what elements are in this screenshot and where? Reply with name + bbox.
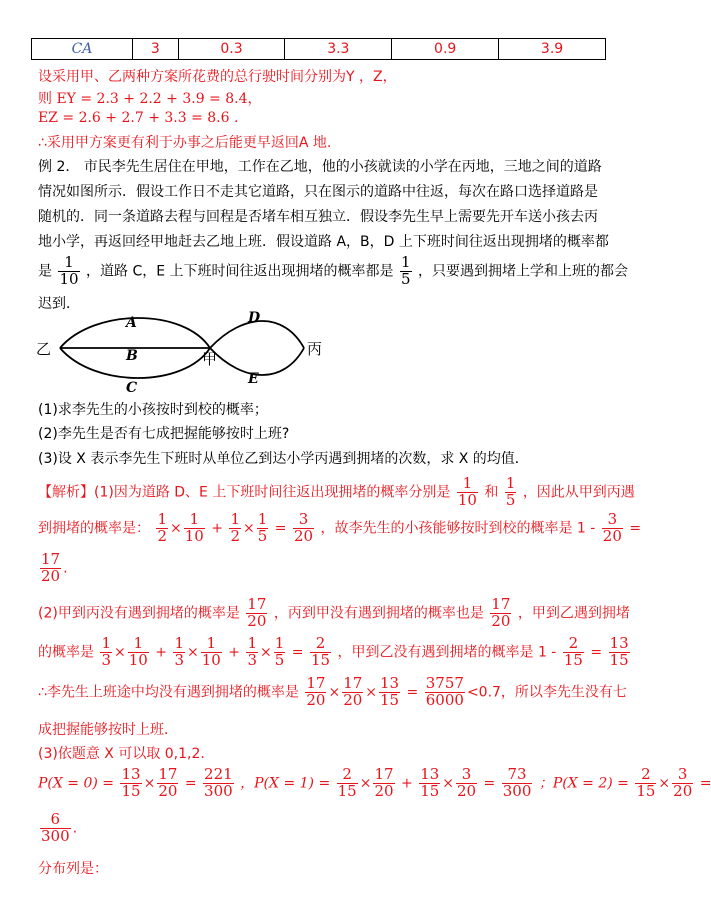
- node-yi-label: 乙: [36, 340, 52, 358]
- numerator: 17: [343, 674, 363, 692]
- fraction: [563, 636, 584, 669]
- answer-line: 成把握能够按时上班．: [38, 722, 178, 738]
- answer-text: ，故李先生的小孩能够按时到校的概率是 1 -: [320, 520, 596, 537]
- answer-text: .: [72, 820, 78, 837]
- table-cell: 3.3: [285, 39, 392, 60]
- answer-text: ，甲到乙遇到拥堵: [517, 605, 630, 622]
- fraction: [337, 767, 358, 800]
- numerator: 6: [40, 812, 71, 829]
- table-cell: 3: [133, 39, 179, 60]
- problem-text: 随机的．同一条道路去程与回程是否堵车相互独立．假设李先生早上需要先开车送小孩去丙: [38, 209, 598, 225]
- denominator: 5: [274, 650, 285, 669]
- answer-text: ；P(X = 2) =: [538, 775, 629, 792]
- answer-text: P(X = 0) =: [38, 775, 115, 792]
- numerator: 17: [247, 595, 267, 613]
- answer-line: 的概率是 $\frac{1}{3}$ × $\frac{1}{10}$ + $\frac{1}{3}$ × $\frac{1}{10}$ + $\frac{1}{3}$ × $\frac{1}{5}$ = $\frac{2}{15}$ ，甲到乙没有遇到拥堵的概率是 1 - $\frac{2}{15}$ = $\frac{13}{15}$: [38, 634, 629, 669]
- fraction: [40, 812, 71, 845]
- answer-line: [38, 552, 68, 585]
- numerator: 17: [374, 765, 394, 783]
- denominator: 15: [636, 781, 656, 800]
- fraction: [128, 636, 149, 669]
- numerator: 1: [201, 636, 222, 653]
- denominator: 20: [457, 781, 477, 800]
- numerator: 1: [101, 634, 111, 652]
- numerator: 1: [174, 634, 185, 652]
- denominator: 20: [247, 611, 267, 630]
- fraction: [246, 597, 267, 630]
- denominator: 2: [157, 526, 167, 545]
- numerator: 1: [184, 512, 205, 529]
- fraction: [100, 636, 112, 669]
- numerator: 1: [505, 474, 516, 492]
- table-cell: 3.9: [499, 39, 606, 60]
- answer-line: ∴李先生上班途中均没有遇到拥堵的概率是 $\frac{17}{20}$ × $\frac{17}{20}$ × $\frac{13}{15}$ = $\frac{3757}{6000}$ <0.7，所以李先生没有七: [38, 674, 627, 709]
- denominator: 15: [310, 650, 331, 669]
- answer-text: 和: [484, 484, 499, 501]
- numerator: 1: [157, 510, 167, 528]
- denominator: 20: [343, 690, 363, 709]
- fraction: [156, 512, 168, 545]
- numerator: 13: [121, 765, 141, 783]
- denominator: 10: [457, 490, 477, 509]
- denominator: 20: [293, 526, 314, 545]
- answer-text: <0.7，所以李先生没有七: [466, 684, 627, 701]
- denominator: 2: [230, 526, 241, 545]
- fraction: [672, 767, 693, 800]
- answer-text: ，丙到甲没有遇到拥堵的概率也是: [273, 605, 484, 622]
- denominator: 15: [420, 781, 440, 800]
- road-b-label: B: [126, 348, 138, 364]
- fraction: [400, 255, 412, 288]
- answer-line: 到拥堵的概率是： $\frac{1}{2}$ × $\frac{1}{10}$ + $\frac{1}{2}$ × $\frac{1}{5}$ = $\frac{3}{20}$ ，故李先生的小孩能够按时到校的概率是 1 - $\frac{3}{20}$ =: [38, 510, 642, 545]
- numerator: 17: [41, 550, 61, 568]
- table-cell: 0.3: [178, 39, 285, 60]
- problem-text: 迟到．: [38, 296, 80, 312]
- denominator: 20: [491, 611, 511, 630]
- denominator: 3: [101, 650, 111, 669]
- numerator: 1: [247, 634, 258, 652]
- answer-text: ，因此从甲到丙遇: [522, 484, 635, 501]
- road-d-label: D: [248, 310, 261, 326]
- denominator: 15: [337, 781, 357, 800]
- road-diagram: [34, 308, 334, 396]
- solution-line: ∴采用甲方案更有利于办事之后能更早返回A 地.: [38, 135, 332, 151]
- numerator: 73: [502, 767, 533, 784]
- fraction: [342, 676, 363, 709]
- road-a-label: A: [126, 315, 137, 331]
- numerator: 2: [337, 767, 358, 784]
- numerator: 17: [158, 765, 178, 783]
- denominator: 6000: [425, 690, 464, 709]
- fraction: [203, 767, 234, 800]
- answer-line: P(X = 0) = $\frac{13}{15}$ × $\frac{17}{20}$ = $\frac{221}{300}$ ，P(X = 1) = $\frac{2}{15}$ × $\frac{17}{20}$ + $\frac{13}{15}$ × $\frac{3}{20}$ = $\frac{73}{300}$ ；P(X = 2) = $\frac{2}{15}$ × $\frac{3}{20}$ =: [38, 765, 711, 800]
- fraction: [373, 767, 394, 800]
- fraction: [490, 597, 511, 630]
- distribution-table: [31, 38, 606, 60]
- answer-text: ，P(X = 1) =: [240, 775, 331, 792]
- fraction: [505, 476, 517, 509]
- answer-line: [38, 812, 77, 845]
- denominator: 300: [41, 826, 70, 845]
- numerator: 1: [400, 253, 411, 271]
- numerator: 1: [457, 476, 478, 493]
- fraction: [425, 676, 465, 709]
- answer-line: 分布列是：: [38, 861, 108, 877]
- denominator: 20: [41, 566, 61, 585]
- denominator: 5: [400, 269, 411, 288]
- fraction: [419, 767, 440, 800]
- denominator: 3: [247, 650, 258, 669]
- denominator: 15: [121, 781, 141, 800]
- fraction: [257, 512, 269, 545]
- fraction: [201, 636, 222, 669]
- fraction: [379, 676, 400, 709]
- numerator: 2: [635, 767, 656, 784]
- numerator: 221: [204, 765, 233, 783]
- fraction: [635, 767, 656, 800]
- question: (2)李先生是否有七成把握能够按时上班?: [38, 426, 290, 442]
- numerator: 2: [563, 636, 584, 653]
- fraction: [457, 476, 478, 509]
- denominator: 15: [380, 690, 400, 709]
- problem-text: [38, 255, 628, 288]
- answer-text: 到拥堵的概率是：: [38, 520, 150, 537]
- table-cell: 0.9: [392, 39, 499, 60]
- question: (1)求李先生的小孩按时到校的概率；: [38, 402, 268, 418]
- denominator: 20: [374, 781, 394, 800]
- denominator: 300: [204, 781, 233, 800]
- numerator: 1: [128, 636, 149, 653]
- numerator: 3757: [425, 674, 464, 692]
- fraction: [184, 512, 205, 545]
- question: (3)设 X 表示李先生下班时从单位乙到达小学丙遇到拥堵的次数，求 X 的均值．: [38, 451, 529, 467]
- problem-text: ，只要遇到拥堵上学和上班的都会: [417, 263, 628, 280]
- problem-text: 例 2． 市民李先生居住在甲地，工作在乙地，他的小孩就读的小学在丙地，三地之间的道路: [38, 159, 602, 175]
- denominator: 15: [609, 650, 629, 669]
- numerator: 2: [310, 636, 331, 653]
- numerator: 3: [672, 767, 693, 784]
- numerator: 3: [293, 512, 314, 529]
- problem-text: 是: [38, 263, 52, 280]
- fraction: [305, 676, 326, 709]
- fraction: [456, 767, 477, 800]
- answer-text: ，甲到乙没有遇到拥堵的概率是 1 -: [337, 644, 557, 661]
- answer-text: .: [63, 560, 68, 577]
- denominator: 5: [505, 490, 516, 509]
- denominator: 300: [502, 781, 532, 800]
- node-jia-label: 甲: [202, 350, 218, 368]
- numerator: 3: [456, 767, 477, 784]
- answer-line: (3)依题意 X 可以取 0,1,2.: [38, 746, 205, 762]
- solution-line: EZ = 2.6 + 2.7 + 3.3 = 8.6 .: [38, 110, 239, 126]
- fraction: [502, 767, 533, 800]
- fraction: [246, 636, 258, 669]
- numerator: 1: [274, 634, 285, 652]
- fraction: [58, 255, 79, 288]
- denominator: 20: [158, 781, 178, 800]
- denominator: 20: [673, 781, 693, 800]
- denominator: 15: [563, 650, 583, 669]
- answer-text: (2)甲到丙没有遇到拥堵的概率是: [38, 605, 240, 622]
- road-e-label: E: [248, 371, 259, 387]
- numerator: 13: [609, 634, 629, 652]
- problem-text: 情况如图所示．假设工作日不走其它道路，只在图示的道路中往返，每次在路口选择道路是: [38, 184, 598, 200]
- fraction: [40, 552, 61, 585]
- numerator: 1: [257, 510, 268, 528]
- answer-text: 【解析】(1)因为道路 D、E 上下班时间往返出现拥堵的概率分别是: [38, 484, 451, 501]
- solution-line: 则 EY = 2.3 + 2.2 + 3.9 = 8.4，: [38, 91, 262, 107]
- denominator: 10: [59, 269, 79, 288]
- numerator: 17: [491, 595, 511, 613]
- fraction: [310, 636, 331, 669]
- fraction: [157, 767, 178, 800]
- fraction: [602, 512, 623, 545]
- denominator: 20: [602, 526, 622, 545]
- denominator: 10: [201, 650, 221, 669]
- numerator: 1: [58, 255, 79, 272]
- numerator: 17: [306, 674, 326, 692]
- numerator: 13: [420, 765, 440, 783]
- problem-text: 地小学，再返回经甲地赶去乙地上班．假设道路 A，B，D 上下班时间往返出现拥堵的概率都: [38, 234, 609, 250]
- fraction: [120, 767, 141, 800]
- solution-line: 设采用甲、乙两种方案所花费的总行驶时间分别为Y ，Z，: [38, 69, 397, 85]
- answer-text: 的概率是: [38, 644, 94, 661]
- fraction: [173, 636, 185, 669]
- fraction: [293, 512, 314, 545]
- numerator: 13: [380, 674, 400, 692]
- numerator: 3: [602, 512, 623, 529]
- fraction: [229, 512, 241, 545]
- denominator: 10: [184, 526, 204, 545]
- numerator: 1: [230, 510, 241, 528]
- denominator: 10: [128, 650, 148, 669]
- table-row-label: CA: [32, 39, 133, 60]
- denominator: 20: [306, 690, 326, 709]
- road-c-label: C: [126, 380, 138, 396]
- node-bing-label: 丙: [307, 340, 323, 358]
- problem-text: ，道路 C，E 上下班时间往返出现拥堵的概率都是: [86, 263, 394, 280]
- denominator: 5: [257, 526, 268, 545]
- fraction: [609, 636, 630, 669]
- answer-line: [38, 597, 630, 630]
- table-row: [32, 39, 606, 60]
- answer-line: [38, 476, 635, 509]
- denominator: 3: [174, 650, 185, 669]
- fraction: [274, 636, 286, 669]
- answer-text: ∴李先生上班途中均没有遇到拥堵的概率是: [38, 684, 299, 701]
